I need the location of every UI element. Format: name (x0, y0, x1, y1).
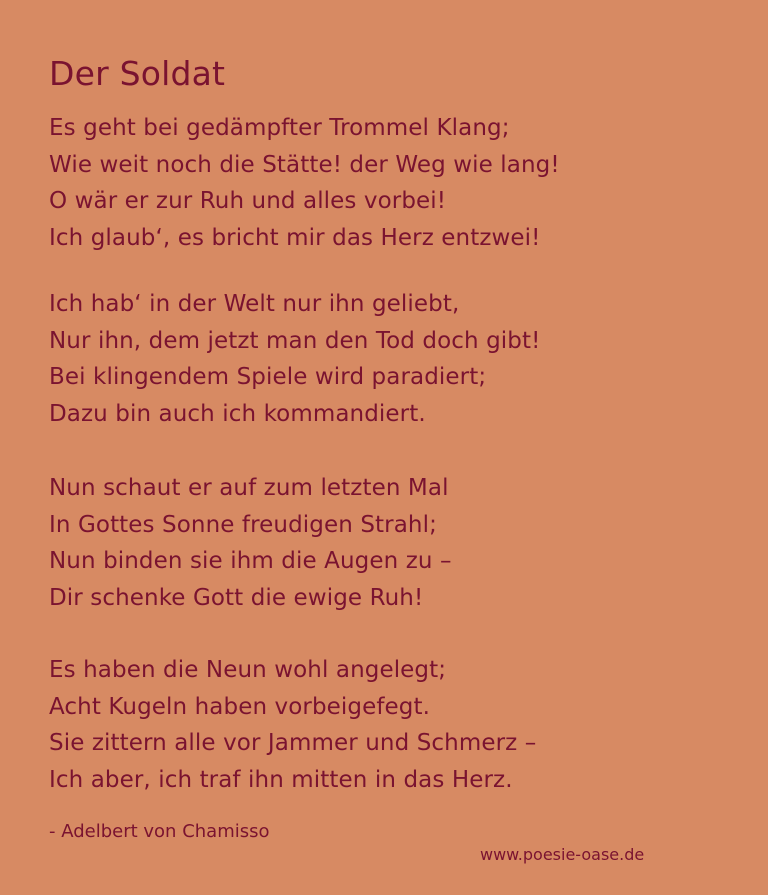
stanza-2 (49, 286, 540, 432)
poem-author: - Adelbert von Chamisso (49, 821, 270, 842)
poem-line: In Gottes Sonne freudigen Strahl; (49, 511, 437, 538)
poem-line: Acht Kugeln haben vorbeigefegt. (49, 693, 431, 720)
poem-line: Dir schenke Gott die ewige Ruh! (49, 584, 424, 611)
stanza-3 (49, 470, 452, 616)
stanza-4 (49, 652, 536, 798)
poem-line: Sie zittern alle vor Jammer und Schmerz – (49, 730, 537, 756)
poem-title: Der Soldat (49, 54, 226, 93)
poem-line: Es haben die Neun wohl angelegt; (49, 657, 447, 683)
website-credit: www.poesie-oase.de (480, 845, 645, 864)
poem-line: Nur ihn, dem jetzt man den Tod doch gibt! (49, 327, 541, 354)
poem-line: Dazu bin auch ich kommandiert. (49, 400, 426, 427)
poem-line: Nun schaut er auf zum letzten Mal (49, 475, 449, 501)
poem-line: Ich hab‘ in der Welt nur ihn geliebt, (49, 291, 460, 317)
poem-line: Es geht bei gedämpfter Trommel Klang; (49, 115, 510, 141)
poem-line: Nun binden sie ihm die Augen zu – (49, 548, 452, 574)
poem-line: Wie weit noch die Stätte! der Weg wie lang! (49, 151, 560, 178)
poem-line: Ich aber, ich traf ihn mitten in das Herz. (49, 766, 513, 793)
stanza-1 (49, 110, 560, 256)
poem-line: O wär er zur Ruh und alles vorbei! (49, 188, 447, 214)
poem-line: Bei klingendem Spiele wird paradiert; (49, 364, 487, 390)
poem-line: Ich glaub‘, es bricht mir das Herz entzwei! (49, 224, 541, 251)
